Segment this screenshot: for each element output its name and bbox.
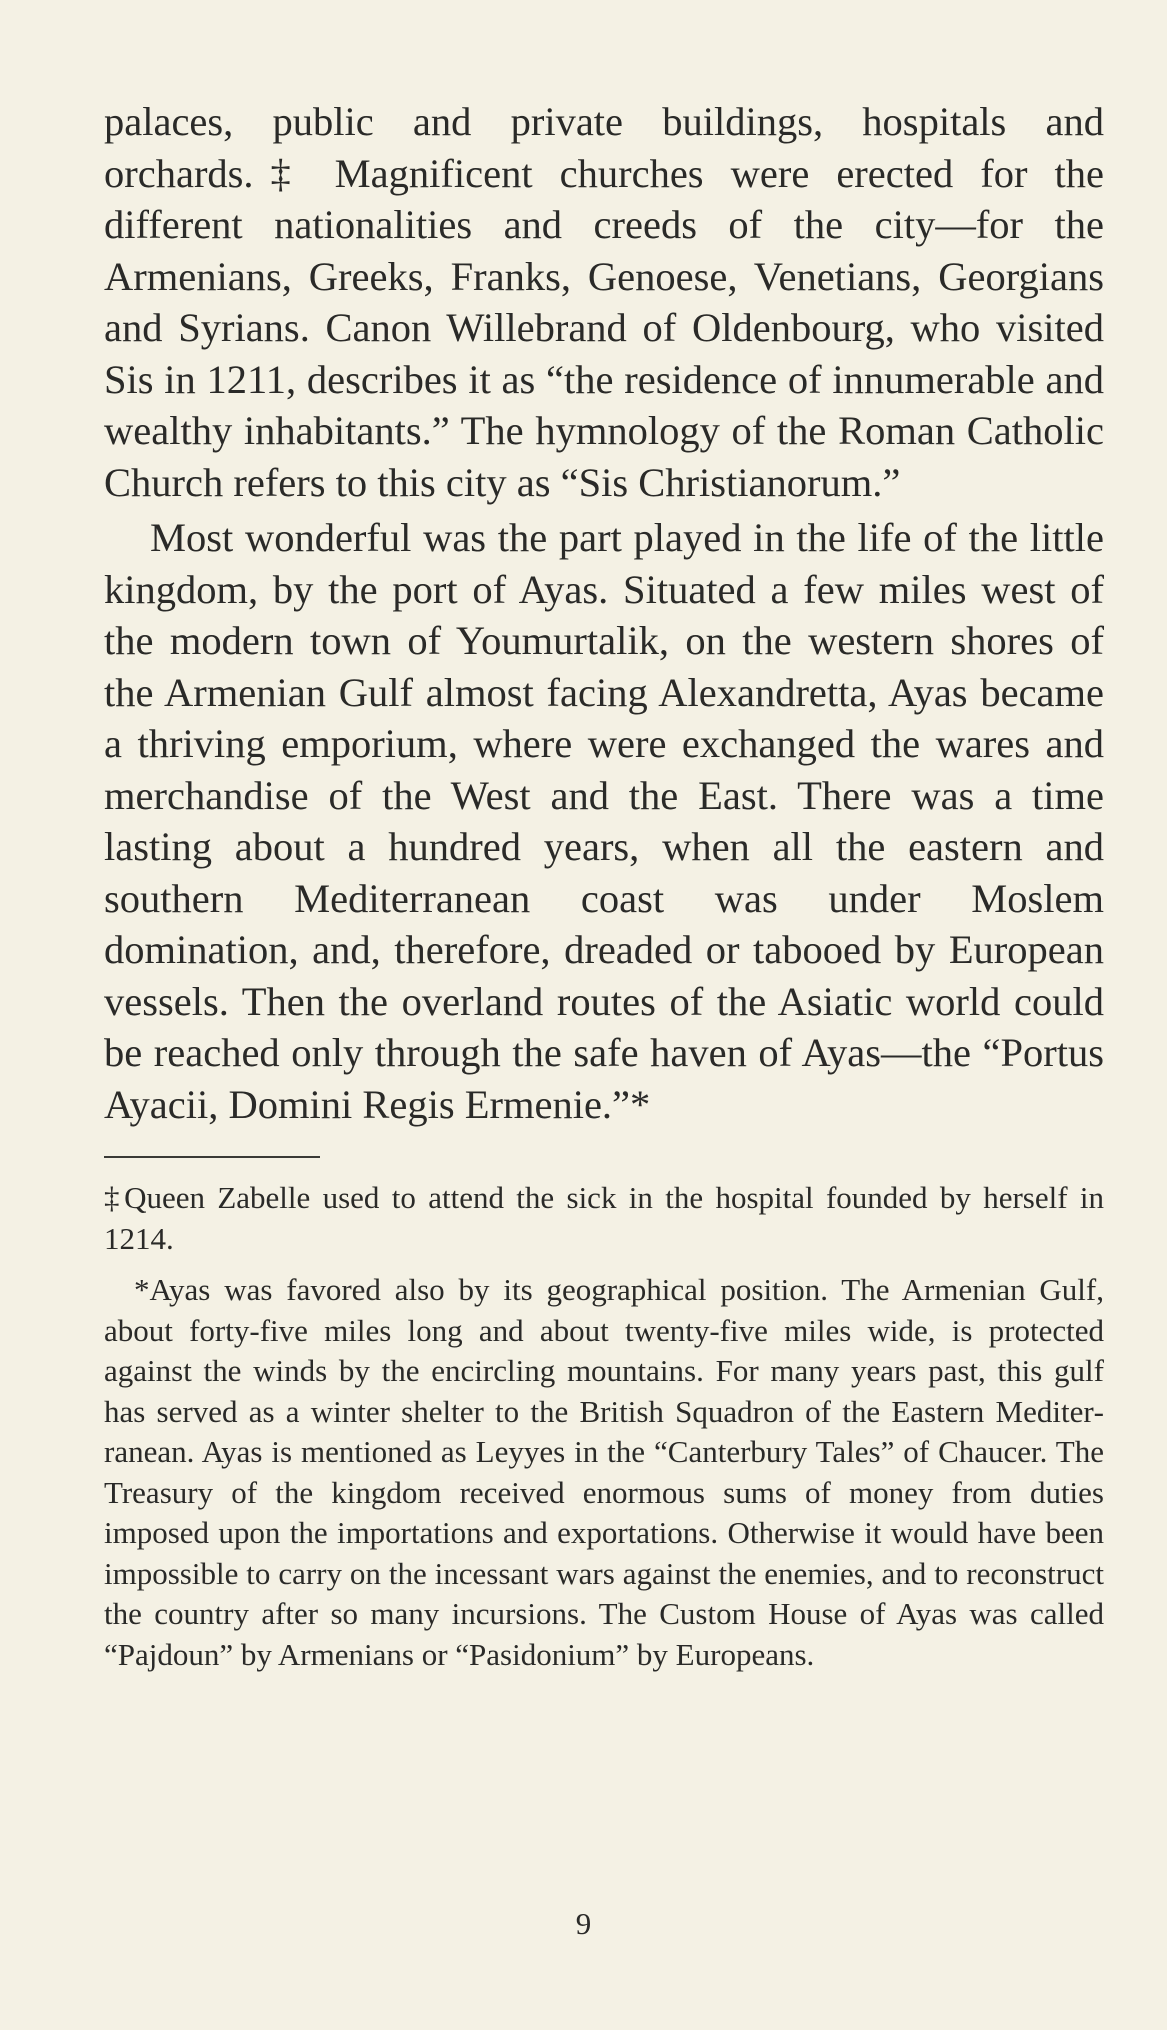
body-paragraph-1: palaces, public and private buildings, hospitals and orchards.‡ Magnificent churches were erected for the different nationalities and creeds of the city—for the Armenians, Greeks, Franks, Genoese, Venetians, Georgians and Syrians. Canon Willebrand of Oldenbourg, who visited Sis in 1211, describes it as “the residence of innumerable and wealthy inhabitants.” The hymnology of the Roman Catholic Church refers to this city as “Sis Christianorum.” <box>104 99 1104 505</box>
body-paragraph-2: Most wonderful was the part played in the life of the little kingdom, by the port of Ayas. Situated a few miles west of the modern town of Youmurtalik, on the western shores of the Armenian Gulf almost facing Alexandretta, Ayas became a thriving emporium, where were exchanged the wares and merchandise of the West and the East. There was a time lasting about a hundred years, when all the eastern and southern Mediterranean coast was under Moslem domination, and, therefore, dreaded or tabooed by European vessels. Then the overland routes of the Asiatic world could be reached only through the safe haven of Ayas—the “Portus Ayacii, Domini Regis Ermenie.”* <box>104 515 1104 1127</box>
footnote-divider <box>104 1156 320 1158</box>
book-page <box>104 96 1104 1675</box>
footnote-double-dagger: ‡Queen Zabelle used to attend the sick in the hospital founded by herself in 1214. <box>104 1180 1104 1256</box>
footnote-asterisk: *Ayas was favored also by its geographical position. The Armenian Gulf, about forty-five miles long and about twenty-five miles wide, is protected against the winds by the encircling mountains. For many years past, this gulf has served as a winter shelter to the British Squadron of the Eastern Mediterranean. Ayas is mentioned as Leyyes in the “Canterbury Tales” of Chaucer. The Treasury of the kingdom received enormous sums of money from duties imposed upon the importations and exportations. Otherwise it would have been impossible to carry on the incessant wars against the enemies, and to reconstruct the country after so many incursions. The Custom House of Ayas was called “Pajdoun” by Armenians or “Pasidonium” by Europeans. <box>104 1272 1104 1672</box>
page-number: 9 <box>575 1906 592 1941</box>
